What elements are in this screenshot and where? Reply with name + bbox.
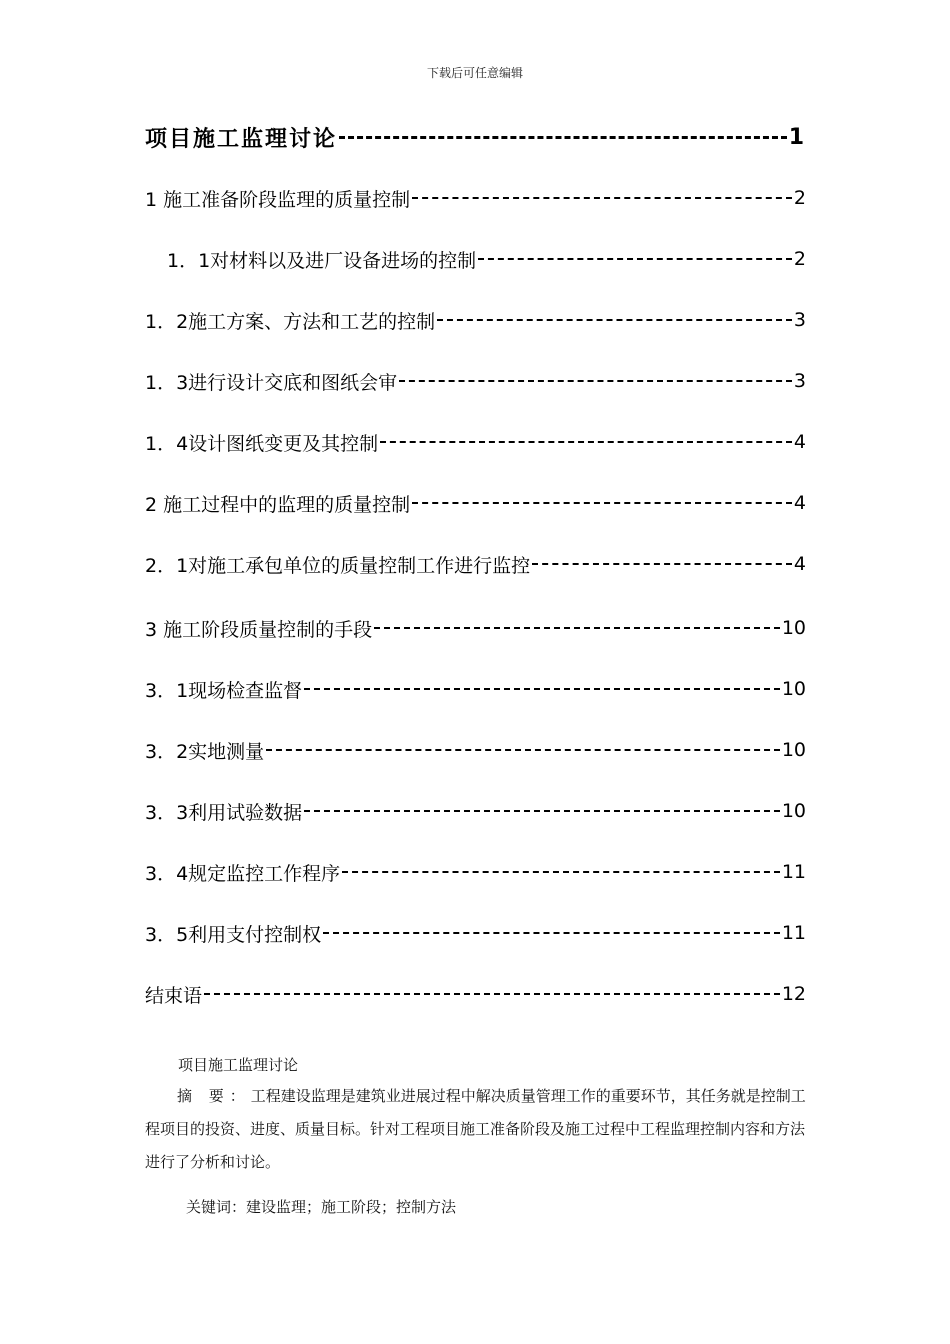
toc-entry-text: 2．1对施工承包单位的质量控制工作进行监控 <box>145 554 531 577</box>
toc-page-number: 12 <box>781 983 806 1005</box>
toc-entry-title[interactable] <box>145 120 806 154</box>
abstract-paragraph <box>145 1080 807 1179</box>
toc-page-number: 2 <box>793 248 806 270</box>
toc-entry-text: 3．5利用支付控制权 <box>145 923 322 946</box>
toc-entry[interactable] <box>145 183 806 213</box>
toc-leader <box>412 197 792 199</box>
toc-entry-text: 1．1对材料以及进厂设备进场的控制 <box>167 249 477 272</box>
toc-page-number: 3 <box>793 309 806 331</box>
toc-entry-text: 1．2施工方案、方法和工艺的控制 <box>145 310 436 333</box>
toc-entry-text: 3．1现场检查监督 <box>145 679 303 702</box>
toc-leader <box>374 627 780 629</box>
toc-leader <box>304 688 780 690</box>
toc-entry-text: 3．3利用试验数据 <box>145 801 303 824</box>
toc-leader <box>323 932 780 934</box>
toc-leader <box>532 563 792 565</box>
toc-entry[interactable] <box>145 735 806 765</box>
page-header: 下载后可任意编辑 <box>426 66 523 80</box>
toc-entry-text: 3．2实地测量 <box>145 740 265 763</box>
toc-entry[interactable] <box>145 674 806 704</box>
toc-page-number: 10 <box>781 617 806 639</box>
abstract-text: 工程建设监理是建筑业进展过程中解决质量管理工作的重要环节，其任务就是控制工程项目的投资、进度、质量目标。针对工程项目施工准备阶段及施工过程中工程监理控制内容和方法进行了分析和讨论。 <box>145 1087 806 1171</box>
toc-leader <box>339 136 787 139</box>
toc-leader <box>380 441 792 443</box>
toc-page-number: 4 <box>793 492 806 514</box>
toc-entry[interactable] <box>145 366 806 396</box>
toc-page-number: 4 <box>793 553 806 575</box>
toc-page-number: 2 <box>793 187 806 209</box>
toc-page-number: 11 <box>781 922 806 944</box>
article-title: 项目施工监理讨论 <box>178 1056 299 1074</box>
toc-entry[interactable] <box>145 244 806 274</box>
abstract-label: 摘 要： <box>177 1087 251 1105</box>
toc-entry[interactable] <box>145 488 806 518</box>
toc-entry[interactable] <box>145 613 806 643</box>
toc-leader <box>342 871 780 873</box>
toc-entry[interactable] <box>145 857 806 887</box>
toc-entry[interactable] <box>145 796 806 826</box>
toc-page-number: 10 <box>781 739 806 761</box>
toc-entry[interactable] <box>145 979 806 1009</box>
toc-entry[interactable] <box>145 305 806 335</box>
toc-entry[interactable] <box>145 918 806 948</box>
toc-entry-text: 2 施工过程中的监理的质量控制 <box>145 493 411 516</box>
toc-entry-text: 项目施工监理讨论 <box>145 126 338 152</box>
toc-leader <box>266 749 780 751</box>
toc-leader <box>204 993 780 995</box>
toc-leader <box>478 258 792 260</box>
toc-page-number: 3 <box>793 370 806 392</box>
toc-page-number: 4 <box>793 431 806 453</box>
toc-leader <box>437 319 792 321</box>
toc-page-number: 1 <box>788 124 806 150</box>
toc-leader <box>304 810 780 812</box>
toc-entry-text: 1．4设计图纸变更及其控制 <box>145 432 379 455</box>
toc-entry-text: 3．4规定监控工作程序 <box>145 862 341 885</box>
toc-page-number: 11 <box>781 861 806 883</box>
toc-entry[interactable] <box>145 427 806 457</box>
toc-entry-text: 1．3进行设计交底和图纸会审 <box>145 371 398 394</box>
toc-page-number: 10 <box>781 678 806 700</box>
toc-entry-text: 1 施工准备阶段监理的质量控制 <box>145 188 411 211</box>
toc-entry[interactable] <box>145 549 806 579</box>
keywords-line: 关键词：建设监理；施工阶段；控制方法 <box>186 1198 457 1216</box>
toc-page-number: 10 <box>781 800 806 822</box>
toc-leader <box>412 502 792 504</box>
toc-leader <box>399 380 792 382</box>
toc-entry-text: 3 施工阶段质量控制的手段 <box>145 618 373 641</box>
toc-entry-text: 结束语 <box>145 984 203 1007</box>
